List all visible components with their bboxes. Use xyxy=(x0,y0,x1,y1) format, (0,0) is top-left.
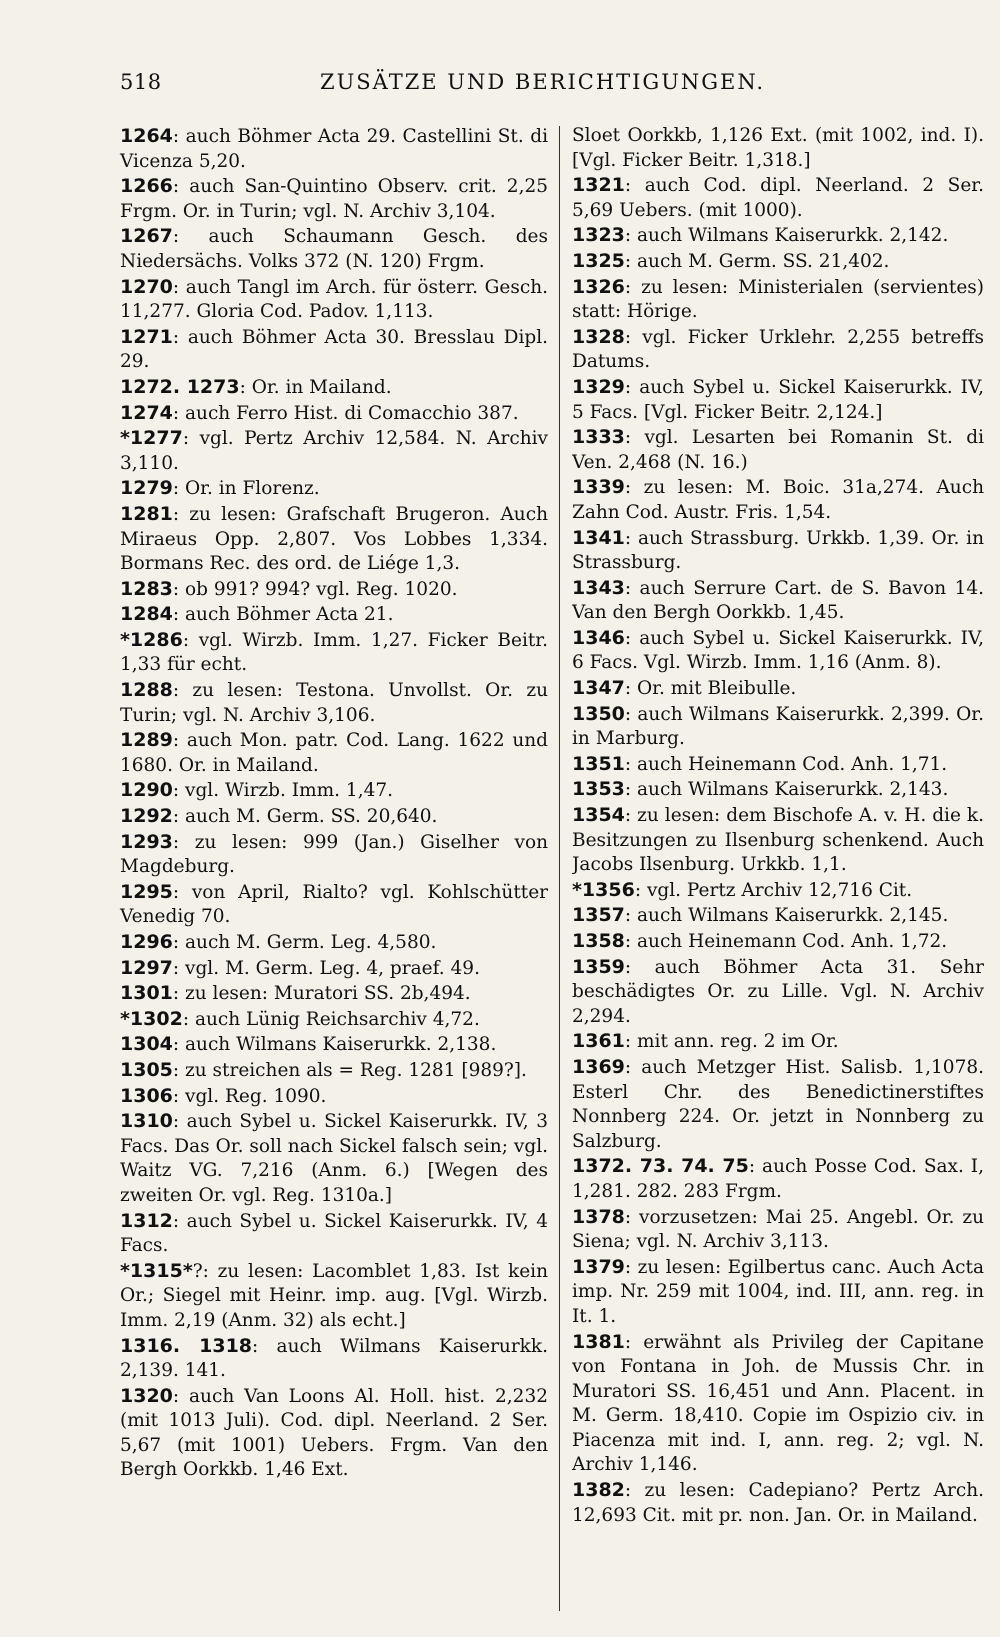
entry-text: : auch Böhmer Acta 21. xyxy=(172,604,394,626)
entry-number: 1267 xyxy=(120,225,173,248)
entry-text: : auch Böhmer Acta 31. Sehr beschädigtes Or. zu Lille. Vgl. N. Archiv 2,294. xyxy=(572,956,984,1027)
entry xyxy=(120,476,548,502)
entry-text: : auch Wilmans Kaiserurkk. 2,142. xyxy=(624,225,949,247)
entry-text: : auch San-Quintino Observ. crit. 2,25 Frgm. Or. in Turin; vgl. N. Archiv 3,104. xyxy=(120,176,548,222)
entry xyxy=(120,224,548,274)
entry-number: 1305 xyxy=(120,1058,173,1081)
entry-number: 1358 xyxy=(572,930,625,952)
entry-text: : auch M. Germ. SS. 21,402. xyxy=(624,250,890,272)
entry-text: : auch Böhmer Acta 30. Bresslau Dipl. 29. xyxy=(120,326,548,373)
entry-text: : vgl. Ficker Urklehr. 2,255 betreffs Datums. xyxy=(572,326,984,373)
entry-text: : auch Lünig Reichsarchiv 4,72. xyxy=(182,1008,480,1030)
entry-text: : auch Sybel u. Sickel Kaiserurkk. IV, 4 Facs. xyxy=(120,1210,548,1257)
entry xyxy=(120,1384,548,1483)
entry-text: : auch M. Germ. Leg. 4,580. xyxy=(172,932,437,953)
entry-number: 1341 xyxy=(572,526,625,549)
entry xyxy=(572,626,984,676)
entry xyxy=(572,929,984,955)
entry-text: : vgl. Pertz Archiv 12,716 Cit. xyxy=(634,879,913,901)
entry-text: : auch Sybel u. Sickel Kaiserurkk. IV, 6 Facs. Vgl. Wirzb. Imm. 1,16 (Anm. 8). xyxy=(572,627,984,674)
entry-number: 1369 xyxy=(572,1055,625,1078)
entry xyxy=(120,678,548,728)
entry-number: 1279 xyxy=(120,477,173,500)
entry-text: : zu streichen als = Reg. 1281 [989?]. xyxy=(172,1059,527,1081)
entry xyxy=(572,223,984,249)
entry-text: : erwähnt als Privileg der Capitane von Fontana in Joh. de Mussis Chr. in Muratori SS. 16,451 und Ann. Placent. in M. Germ. 18,410. Copie im Ospizio civ. in Piacenza mit ind. I, ann. reg. 2; vgl. N. Archiv 1,146. xyxy=(572,1331,984,1476)
entry-number: 1271 xyxy=(120,325,173,348)
entry-text: : vorzusetzen: Mai 25. Angebl. Or. zu Siena; vgl. N. Archiv 3,113. xyxy=(572,1206,984,1253)
entry-number: 1270 xyxy=(120,275,173,298)
entry xyxy=(120,880,548,930)
entry-number: 1333 xyxy=(572,426,625,449)
entry-number: 1292 xyxy=(120,805,173,828)
entry-text: : auch Ferro Hist. di Comacchio 387. xyxy=(172,402,519,424)
entry-number: 1284 xyxy=(120,603,173,626)
entry-number: 1290 xyxy=(120,779,173,802)
entry-number: 1346 xyxy=(572,626,625,649)
entry-number: 1264 xyxy=(120,125,173,147)
entry-number: 1379 xyxy=(572,1255,625,1278)
entry xyxy=(572,576,984,626)
entry-text: : auch Posse Cod. Sax. I, 1,281. 282. 283 Frgm. xyxy=(572,1156,984,1202)
entry xyxy=(120,804,548,830)
entry-text: : Or. in Mailand. xyxy=(239,376,392,398)
entry xyxy=(572,124,984,173)
entry xyxy=(120,981,548,1007)
entry xyxy=(120,956,548,982)
entry-text: : auch Van Loons Al. Holl. hist. 2,232 (mit 1013 Juli). Cod. dipl. Neerland. 2 Ser. 5,67 (mit 1001) Uebers. Frgm. Van den Bergh Oorkkb. 1,46 Ext. xyxy=(120,1385,548,1481)
entry-text: ?: zu lesen: Lacomblet 1,83. Ist kein Or.; Siegel mit Heinr. imp. aug. [Vgl. Wirzb. Imm. 2,19 (Anm. 32) als echt.] xyxy=(120,1260,548,1331)
entry xyxy=(572,1478,984,1528)
entry xyxy=(572,325,984,375)
entry-number: 1326 xyxy=(572,275,625,298)
entry-number: 1316. 1318 xyxy=(120,1334,253,1357)
entry-number: 1359 xyxy=(572,955,625,978)
entry xyxy=(120,275,548,325)
entry-text: : ob 991? 994? vgl. Reg. 1020. xyxy=(172,578,458,600)
entry xyxy=(572,777,984,803)
entry-text: : auch Metzger Hist. Salisb. 1,1078. Esterl Chr. des Benedictinerstiftes Nonnberg 224. Or. jetzt in Nonnberg zu Salzburg. xyxy=(572,1056,984,1152)
entry-number: 1312 xyxy=(120,1209,173,1232)
entry xyxy=(120,325,548,375)
entry-text: : auch M. Germ. SS. 20,640. xyxy=(172,806,438,828)
entry xyxy=(120,1259,548,1334)
entry-number: 1301 xyxy=(120,982,173,1005)
entry-text: : auch Serrure Cart. de S. Bavon 14. Van den Bergh Oorkkb. 1,45. xyxy=(572,577,984,624)
entry-text: : auch Sybel u. Sickel Kaiserurkk. IV, 5 Facs. [Vgl. Ficker Beitr. 2,124.] xyxy=(572,376,984,423)
entry-text: : Or. mit Bleibulle. xyxy=(624,678,797,700)
entry-number: 1372. 73. 74. 75 xyxy=(572,1155,749,1178)
entry xyxy=(572,1330,984,1479)
entry xyxy=(120,1007,548,1033)
entry-number: 1281 xyxy=(120,502,173,525)
entry-number: 1297 xyxy=(120,956,173,979)
entry-text: : auch Wilmans Kaiserurkk. 2,138. xyxy=(172,1034,497,1056)
entry-text: : zu lesen: Grafschaft Brugeron. Auch Miraeus Opp. 2,807. Vos Lobbes 1,334. Bormans Rec. des ord. de Liége 1,3. xyxy=(120,503,548,575)
entry-text: : auch Strassburg. Urkkb. 1,39. Or. in Strassburg. xyxy=(572,527,984,574)
entry xyxy=(120,778,548,804)
entry-text: : vgl. Pertz Archiv 12,584. N. Archiv 3,110. xyxy=(120,428,548,474)
entry-number: 1378 xyxy=(572,1205,625,1228)
entry-number: *1277 xyxy=(120,427,183,450)
entry-text: Sloet Oorkkb, 1,126 Ext. (mit 1002, ind. I). [Vgl. Ficker Beitr. 1,318.] xyxy=(572,125,984,171)
entry-text: : auch Heinemann Cod. Anh. 1,71. xyxy=(624,753,948,775)
entry-text: : zu lesen: Muratori SS. 2b,494. xyxy=(172,983,471,1005)
entry-number: *1286 xyxy=(120,628,183,651)
entry-text: : auch Wilmans Kaiserurkk. 2,145. xyxy=(624,905,949,927)
entry-number: 1296 xyxy=(120,931,173,953)
entry xyxy=(572,1205,984,1255)
entry xyxy=(120,602,548,628)
entry xyxy=(120,1032,548,1058)
entry xyxy=(572,1055,984,1154)
entry-number: 1304 xyxy=(120,1033,173,1056)
entry xyxy=(572,752,984,778)
entry xyxy=(120,375,548,401)
entry xyxy=(572,375,984,425)
entry-number: 1321 xyxy=(572,174,625,197)
entry xyxy=(572,173,984,223)
entry-text: : von April, Rialto? vgl. Kohlschütter Venedig 70. xyxy=(120,881,548,928)
entry xyxy=(120,502,548,577)
entry-number: 1274 xyxy=(120,401,173,424)
entry-text: : vgl. M. Germ. Leg. 4, praef. 49. xyxy=(172,957,480,979)
entry xyxy=(120,830,548,880)
entry-text: : auch Wilmans Kaiserurkk. 2,139. 141. xyxy=(120,1335,548,1382)
entry xyxy=(572,1154,984,1204)
entry-text: : zu lesen: Egilbertus canc. Auch Acta imp. Nr. 259 mit 1004, ind. III, ann. reg. in It. 1. xyxy=(572,1256,984,1327)
entry-text: : auch Wilmans Kaiserurkk. 2,399. Or. in Marburg. xyxy=(572,703,984,750)
entry-text: : zu lesen: Testona. Unvollst. Or. zu Turin; vgl. N. Archiv 3,106. xyxy=(120,680,548,726)
entry-number: 1354 xyxy=(572,804,625,827)
entry xyxy=(572,275,984,325)
entry-number: *1302 xyxy=(120,1007,183,1030)
entry xyxy=(120,1334,548,1384)
entry-number: 1361 xyxy=(572,1030,625,1053)
entry-number: 1351 xyxy=(572,752,625,775)
entry xyxy=(120,426,548,476)
entry xyxy=(120,930,548,956)
entry xyxy=(120,401,548,427)
entry-number: 1350 xyxy=(572,702,625,725)
entry xyxy=(572,878,984,904)
entry-text: : mit ann. reg. 2 im Or. xyxy=(624,1031,839,1053)
entry xyxy=(120,124,548,174)
entry-number: 1381 xyxy=(572,1330,625,1353)
entry-number: 1329 xyxy=(572,375,625,398)
entry-text: : zu lesen: M. Boic. 31a,274. Auch Zahn Cod. Austr. Fris. 1,54. xyxy=(572,477,984,523)
entry-text: : zu lesen: Ministerialen (servientes) statt: Hörige. xyxy=(572,276,984,323)
entry-text: : auch Böhmer Acta 29. Castellini St. di Vicenza 5,20. xyxy=(120,126,548,172)
entry xyxy=(120,1209,548,1259)
entry-text: : auch Wilmans Kaiserurkk. 2,143. xyxy=(624,779,949,801)
entry xyxy=(572,676,984,702)
entry-text: : auch Mon. patr. Cod. Lang. 1622 und 1680. Or. in Mailand. xyxy=(120,730,548,776)
entry-number: 1283 xyxy=(120,577,173,600)
entry-text: : vgl. Reg. 1090. xyxy=(172,1085,327,1107)
entry-number: 1306 xyxy=(120,1084,173,1107)
entry xyxy=(572,475,984,525)
entry-number: 1310 xyxy=(120,1110,173,1133)
entry-number: 1320 xyxy=(120,1384,173,1407)
left-column xyxy=(120,124,548,1483)
entry-number: *1356 xyxy=(572,878,635,901)
entry-number: 1339 xyxy=(572,476,625,499)
entry xyxy=(572,526,984,576)
right-column xyxy=(572,124,984,1528)
entry-number: 1272. 1273 xyxy=(120,375,240,398)
entry-number: 1328 xyxy=(572,325,625,348)
entry xyxy=(572,903,984,929)
entry xyxy=(120,1084,548,1110)
entry-number: 1325 xyxy=(572,249,625,272)
entry-number: 1343 xyxy=(572,576,625,599)
entry xyxy=(120,174,548,224)
entry-number: 1266 xyxy=(120,175,173,198)
entry-number: 1293 xyxy=(120,830,173,853)
page-number: 518 xyxy=(120,70,162,94)
entry xyxy=(572,702,984,752)
running-title: ZUSÄTZE UND BERICHTIGUNGEN. xyxy=(320,70,766,94)
entry xyxy=(120,728,548,778)
entry-number: 1288 xyxy=(120,679,173,702)
entry xyxy=(120,1109,548,1208)
column-divider xyxy=(559,126,560,1611)
entry-text: : zu lesen: dem Bischofe A. v. H. die k. Besitzungen zu Ilsenburg schenkend. Auch Jacobs Ilsenburg. Urkkb. 1,1. xyxy=(572,805,984,876)
entry-number: 1353 xyxy=(572,778,625,801)
entry-text: : auch Cod. dipl. Neerland. 2 Ser. 5,69 Uebers. (mit 1000). xyxy=(572,175,984,221)
entry xyxy=(572,249,984,275)
entry-text: : vgl. Wirzb. Imm. 1,27. Ficker Beitr. 1,33 für echt. xyxy=(120,629,548,676)
entry xyxy=(572,1255,984,1330)
entry-text: : Or. in Florenz. xyxy=(172,478,320,500)
entry xyxy=(120,1058,548,1084)
entry-text: : auch Schaumann Gesch. des Niedersächs. Volks 372 (N. 120) Frgm. xyxy=(120,226,548,272)
entry xyxy=(120,577,548,603)
entry-number: 1347 xyxy=(572,677,625,700)
entry-number: 1295 xyxy=(120,880,173,903)
entry-text: : vgl. Lesarten bei Romanin St. di Ven. 2,468 (N. 16.) xyxy=(572,427,984,473)
entry-text: : auch Sybel u. Sickel Kaiserurkk. IV, 3 Facs. Das Or. soll nach Sickel falsch sein; vgl. Waitz VG. 7,216 (Anm. 6.) [Wegen des zweiten Or. vgl. Reg. 1310a.] xyxy=(120,1111,548,1206)
entry-number: 1289 xyxy=(120,729,173,752)
entry-text: : auch Heinemann Cod. Anh. 1,72. xyxy=(624,931,948,952)
entry-text: : zu lesen: 999 (Jan.) Giselher von Magdeburg. xyxy=(120,831,548,878)
entry xyxy=(572,955,984,1030)
entry-number: 1323 xyxy=(572,224,625,247)
entry-text: : zu lesen: Cadepiano? Pertz Arch. 12,693 Cit. mit pr. non. Jan. Or. in Mailand. xyxy=(572,1480,984,1526)
entry xyxy=(572,1029,984,1055)
entry-text: : vgl. Wirzb. Imm. 1,47. xyxy=(172,780,394,802)
entry xyxy=(572,425,984,475)
entry xyxy=(572,803,984,878)
entry-number: 1357 xyxy=(572,904,625,927)
entry-text: : auch Tangl im Arch. für österr. Gesch. 11,277. Gloria Cod. Padov. 1,113. xyxy=(120,276,548,323)
entry-number: 1382 xyxy=(572,1479,625,1502)
entry xyxy=(120,628,548,678)
entry-number: *1315* xyxy=(120,1259,193,1282)
